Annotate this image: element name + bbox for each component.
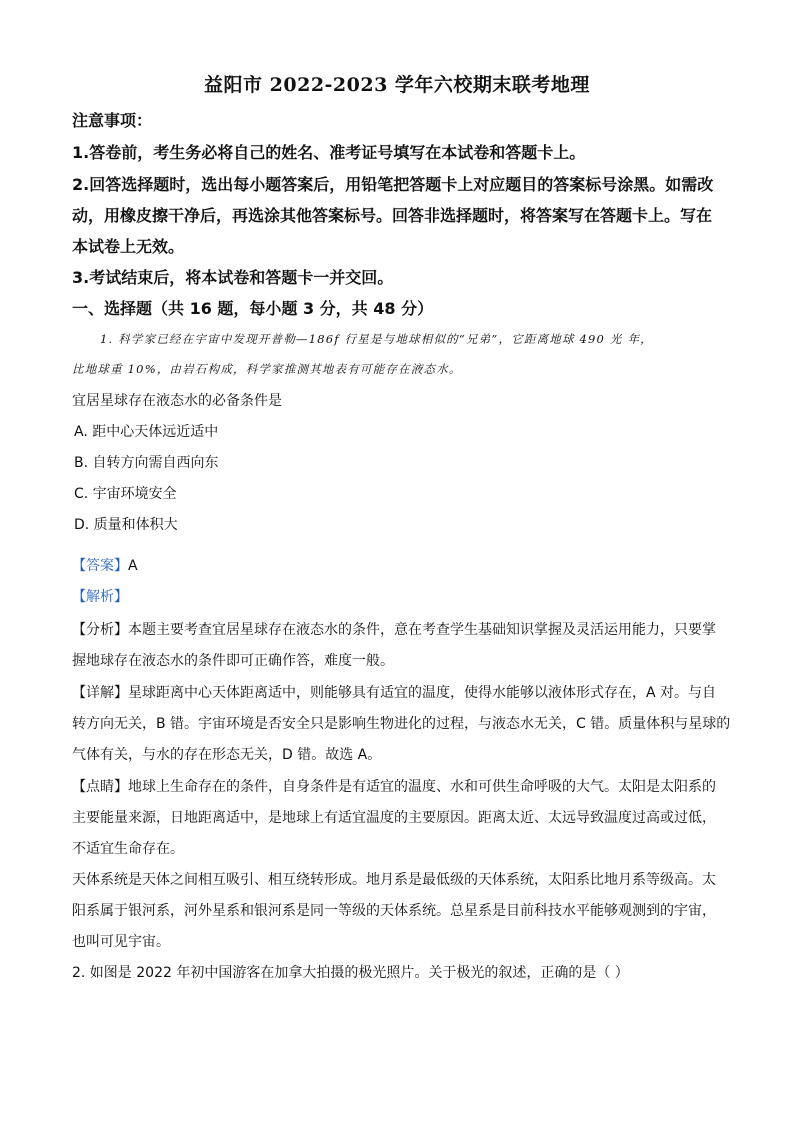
extra-line-3: 也叫可见宇宙。	[72, 934, 170, 950]
analysis-heading	[72, 586, 128, 606]
q1-stem-line-2: 比地球重 10%，由岩石构成，科学家推测其地表有可能存在液态水。	[72, 362, 462, 376]
dianjing-line-3: 不适宜生命存在。	[72, 841, 184, 857]
dianjing-tag: 【点睛】	[72, 779, 128, 795]
extra-line-2: 阳系属于银河系，河外星系和银河系是同一等级的天体系统。总星系是目前科技水平能够观测到的宇宙，	[72, 903, 716, 919]
fenxi-line-2: 握地球存在液态水的条件即可正确作答，难度一般。	[72, 653, 394, 669]
q1-option-b: B. 自转方向需自西向东	[74, 455, 219, 471]
dianjing-line-1	[72, 776, 716, 796]
q1-option-d: D. 质量和体积大	[74, 517, 178, 533]
analysis-tag: 【解析】	[72, 589, 128, 605]
q1-answer	[72, 555, 138, 575]
q2-stem: 2. 如图是 2022 年初中国游客在加拿大拍摄的极光照片。关于极光的叙述，正确的是（ ）	[72, 965, 629, 981]
extra-line-1: 天体系统是天体之间相互吸引、相互绕转形成。地月系是最低级的天体系统，太阳系比地月系等级高。太	[72, 872, 716, 888]
xiangjie-text-1: 星球距离中心天体距离适中，则能够具有适宜的温度，使得水能够以液体形式存在，A 对。与自	[128, 685, 717, 701]
notice-heading: 注意事项：	[72, 111, 153, 130]
dianjing-line-2: 主要能量来源，日地距离适中，是地球上有适宜温度的主要原因。距离太近、太远导致温度过高或过低，	[72, 810, 716, 826]
xiangjie-line-1	[72, 682, 716, 702]
q1-stem-line-1: 1. 科学家已经在宇宙中发现开普勒—186f 行星是与地球相似的“兄弟”，它距离地球 490 光 年，	[100, 332, 653, 346]
notice-item-1: 1.答卷前，考生务必将自己的姓名、准考证号填写在本试卷和答题卡上。	[72, 143, 586, 162]
notice-item-3: 3.考试结束后，将本试卷和答题卡一并交回。	[72, 268, 394, 287]
notice-item-2-line-3: 本试卷上无效。	[72, 237, 185, 256]
section-heading: 一、选择题（共 16 题，每小题 3 分，共 48 分）	[72, 299, 434, 318]
fenxi-text-1: 本题主要考查宜居星球存在液态水的条件，意在考查学生基础知识掌握及灵活运用能力，只要掌	[128, 622, 716, 638]
notice-item-2-line-1: 2.回答选择题时，选出每小题答案后，用铅笔把答题卡上对应题目的答案标号涂黑。如需改	[72, 175, 714, 194]
dianjing-text-1: 地球上生命存在的条件，自身条件是有适宜的温度、水和可供生命呼吸的大气。太阳是太阳系的	[128, 779, 716, 795]
answer-tag: 【答案】	[72, 558, 128, 574]
q1-option-c: C. 宇宙环境安全	[74, 486, 177, 502]
notice-item-2-line-2: 动，用橡皮擦干净后，再选涂其他答案标号。回答非选择题时，将答案写在答题卡上。写在	[72, 206, 713, 225]
page-title: 益阳市 2022-2023 学年六校期末联考地理	[204, 74, 590, 96]
xiangjie-line-3: 气体有关，与水的存在形态无关，D 错。故选 A。	[72, 747, 382, 763]
fenxi-tag: 【分析】	[72, 622, 128, 638]
fenxi-line-1	[72, 619, 716, 639]
q1-question: 宜居星球存在液态水的必备条件是	[72, 393, 282, 409]
answer-value: A	[128, 558, 138, 574]
xiangjie-tag: 【详解】	[72, 685, 128, 701]
q1-option-a: A. 距中心天体远近适中	[74, 424, 219, 440]
xiangjie-line-2: 转方向无关，B 错。宇宙环境是否安全只是影响生物进化的过程，与液态水无关，C 错。质量体积与星球的	[72, 716, 731, 732]
